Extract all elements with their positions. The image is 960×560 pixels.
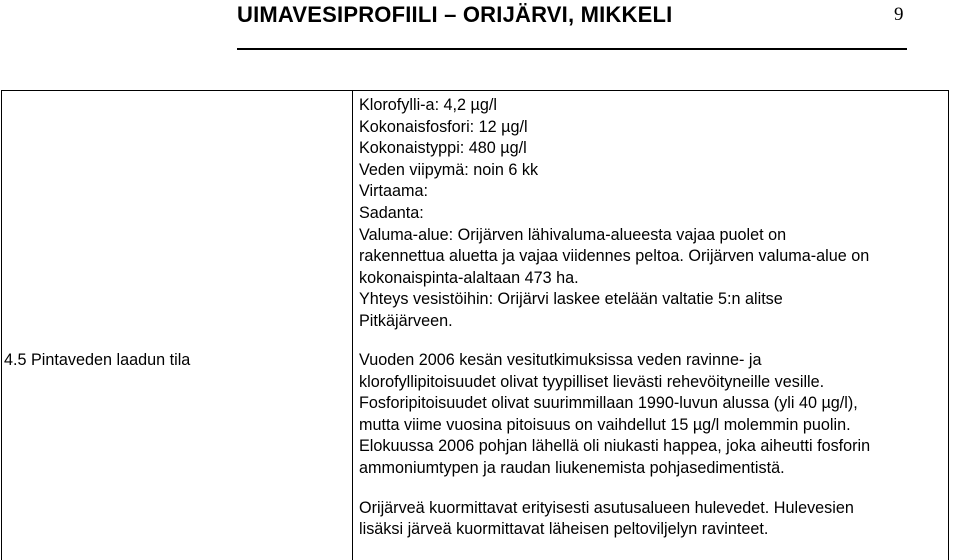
text-line: kokonaispinta-alaltaan 473 ha. (359, 268, 579, 287)
column-divider (352, 91, 353, 560)
info-table (1, 90, 949, 560)
text-line: ammoniumtypen ja raudan liukenemista pohjasedimentistä. (359, 458, 785, 477)
text-line: Fosforipitoisuudet olivat suurimmillaan 1990-luvun alussa (yli 40 µg/l), (359, 394, 858, 413)
text-line: Yhteys vesistöihin: Orijärvi laskee etelään valtatie 5:n alitse (359, 290, 783, 309)
text-line: Sadanta: (359, 203, 424, 222)
text-line: Valuma-alue: Orijärven lähivaluma-alueesta vajaa puolet on (359, 225, 787, 244)
text-line: Pitkäjärveen. (359, 311, 453, 330)
text-line: Kokonaisfosfori: 12 µg/l (359, 117, 528, 136)
text-line: mutta viime vuosina pitoisuus on vaihdellut 15 µg/l molemmin puolin. (359, 415, 851, 434)
text-line: lisäksi järveä kuormittavat läheisen peltoviljelyn ravinteet. (359, 520, 769, 539)
text-line: klorofyllipitoisuudet olivat tyypilliset lievästi rehevöityneille vesille. (359, 372, 825, 391)
row1-content (359, 95, 869, 333)
document-title: UIMAVESIPROFIILI – ORIJÄRVI, MIKKELI (237, 2, 673, 27)
text-line: Orijärveä kuormittavat erityisesti asutusalueen hulevedet. Hulevesien (359, 498, 854, 517)
text-line: Klorofylli-a: 4,2 µg/l (359, 96, 497, 114)
text-line: Elokuussa 2006 pohjan lähellä oli niukasti happea, joka aiheutti fosforin (359, 437, 871, 456)
text-line: Virtaama: (359, 182, 428, 201)
row2-content (359, 350, 870, 541)
page-number: 9 (894, 4, 904, 25)
text-line: rakennettua aluetta ja vajaa viidennes peltoa. Orijärven valuma-alue on (359, 247, 870, 266)
header-rule (237, 48, 907, 50)
paragraph-spacer (359, 480, 870, 498)
text-line: Veden viipymä: noin 6 kk (359, 160, 539, 179)
text-line: Kokonaistyppi: 480 µg/l (359, 139, 527, 158)
section-label: 4.5 Pintaveden laadun tila (4, 351, 191, 369)
text-line: Vuoden 2006 kesän vesitutkimuksissa veden ravinne- ja (359, 351, 762, 369)
